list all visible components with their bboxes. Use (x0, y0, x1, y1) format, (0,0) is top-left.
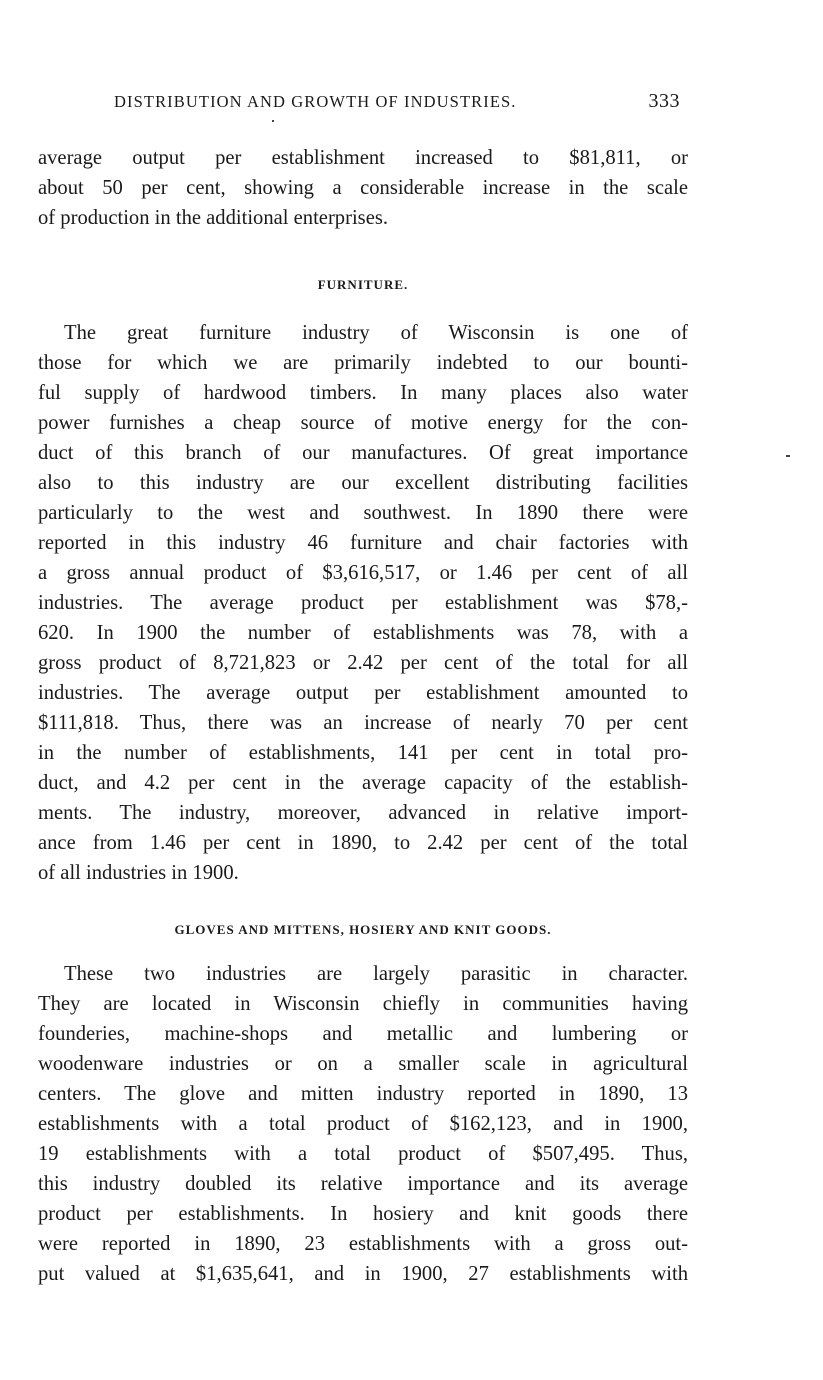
text-line: power furnishes a cheap source of motive energy for the con- (38, 412, 688, 434)
text-line: woodenware industries or on a smaller scale in agricultural (38, 1053, 688, 1075)
text-line: gross product of 8,721,823 or 2.42 per cent of the total for all (38, 652, 688, 674)
text-line: $111,818. Thus, there was an increase of nearly 70 per cent (38, 712, 688, 734)
text-line: These two industries are largely parasitic in character. (64, 963, 688, 985)
text-line: in the number of establishments, 141 per cent in total pro- (38, 742, 688, 764)
text-line: also to this industry are our excellent distributing facilities (38, 472, 688, 494)
running-head-title: DISTRIBUTION AND GROWTH OF INDUSTRIES. (114, 92, 517, 111)
text-line: duct, and 4.2 per cent in the average capacity of the establish- (38, 772, 688, 794)
text-line: of production in the additional enterprises. (38, 207, 389, 229)
print-speck (786, 455, 790, 457)
section-heading-furniture: FURNITURE. (317, 277, 409, 292)
text-line: centers. The glove and mitten industry reported in 1890, 13 (38, 1083, 688, 1105)
text-line: about 50 per cent, showing a considerable increase in the scale (38, 177, 688, 199)
text-line: put valued at $1,635,641, and in 1900, 27 establishments with (38, 1263, 688, 1285)
text-line: this industry doubled its relative importance and its average (38, 1173, 688, 1195)
text-line: particularly to the west and southwest. In 1890 there were (38, 502, 688, 524)
text-line: were reported in 1890, 23 establishments with a gross out- (38, 1233, 688, 1255)
text-line: 19 establishments with a total product of $507,495. Thus, (38, 1143, 688, 1165)
text-line: duct of this branch of our manufactures. Of great importance (38, 442, 688, 464)
section-heading-gloves: GLOVES AND MITTENS, HOSIERY AND KNIT GOODS. (174, 922, 552, 937)
text-line: 620. In 1900 the number of establishments was 78, with a (38, 622, 688, 644)
print-speck (272, 120, 274, 122)
text-line: those for which we are primarily indebted to our bounti- (38, 352, 688, 374)
page-number: 333 (648, 90, 680, 112)
text-line: The great furniture industry of Wisconsin is one of (64, 322, 688, 344)
text-line: ments. The industry, moreover, advanced in relative import- (38, 802, 688, 824)
text-line: product per establishments. In hosiery and knit goods there (38, 1203, 688, 1225)
running-head (38, 90, 688, 116)
text-line: establishments with a total product of $162,123, and in 1900, (38, 1113, 688, 1135)
text-line: ful supply of hardwood timbers. In many places also water (38, 382, 688, 404)
gloves-paragraph (38, 959, 688, 1289)
text-line: They are located in Wisconsin chiefly in communities having (38, 993, 688, 1015)
text-line: industries. The average product per establishment was $78,- (38, 592, 688, 614)
text-line: a gross annual product of $3,616,517, or 1.46 per cent of all (38, 562, 688, 584)
text-line: industries. The average output per establishment amounted to (38, 682, 688, 704)
text-line: of all industries in 1900. (38, 862, 239, 884)
intro-paragraph (38, 143, 688, 233)
text-line: average output per establishment increased to $81,811, or (38, 147, 688, 169)
text-line: reported in this industry 46 furniture and chair factories with (38, 532, 688, 554)
text-line: ance from 1.46 per cent in 1890, to 2.42 per cent of the total (38, 832, 688, 854)
text-line: founderies, machine-shops and metallic and lumbering or (38, 1023, 688, 1045)
furniture-paragraph (38, 318, 688, 888)
